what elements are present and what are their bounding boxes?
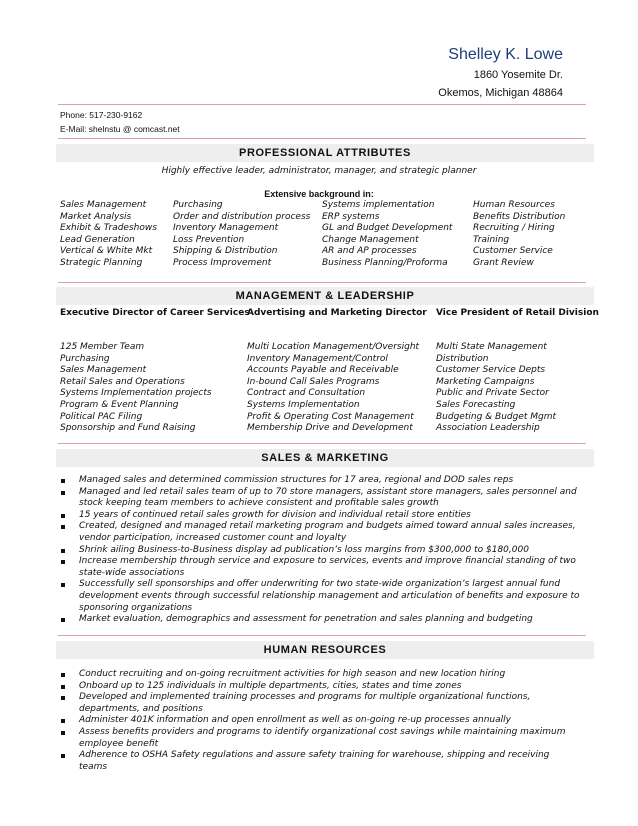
divider	[58, 138, 586, 139]
role-item: Distribution	[436, 353, 489, 364]
phone-line: Phone: 517-230-9162	[60, 110, 143, 120]
divider	[58, 104, 586, 105]
bullet-text: Increase membership through service and exposure to services, events and improve financial standing of two state-wide associations	[79, 556, 576, 578]
skill-item: Inventory Management	[173, 223, 279, 234]
role-item: Contract and Consultation	[247, 388, 366, 399]
skill-item: Lead Generation	[60, 234, 135, 245]
skills-column-1	[60, 200, 157, 270]
bullet-text: Adherence to OSHA Safety regulations and assure safety training for warehouse, shipping and receiving teams	[79, 750, 550, 772]
bullet-text: Administer 401K information and open enrollment as well as on-going re-up processes annually	[79, 715, 511, 726]
section-title-hr: HUMAN RESOURCES	[56, 641, 594, 659]
role-heading: Advertising and Marketing Director	[247, 308, 427, 318]
role-item: Association Leadership	[436, 423, 540, 434]
skill-item: Sales Management	[60, 200, 147, 210]
role-item: Systems Implementation	[247, 399, 360, 410]
skill-item: Shipping & Distribution	[173, 246, 278, 257]
role-item: Multi Location Management/Oversight	[247, 342, 420, 352]
divider	[58, 635, 586, 636]
bullet-square-icon	[61, 514, 65, 518]
role-heading: Vice President of Retail Division	[436, 308, 599, 318]
bullet-text: Managed sales and determined commission structures for 17 area, regional and DOD sales reps	[79, 475, 514, 485]
bullet-item	[60, 727, 580, 750]
role-item: Program & Event Planning	[60, 399, 179, 410]
bullet-square-icon	[61, 491, 65, 495]
role-item: Purchasing	[60, 353, 110, 364]
skill-item: Market Analysis	[60, 211, 132, 222]
skill-item: Purchasing	[173, 200, 223, 210]
bullet-square-icon	[61, 673, 65, 677]
bullet-item	[60, 545, 580, 557]
role-item: Accounts Payable and Receivable	[247, 365, 399, 376]
role-item: Marketing Campaigns	[436, 376, 535, 387]
bullet-item	[60, 475, 580, 487]
role-item: Multi State Management	[436, 342, 547, 352]
bullet-square-icon	[61, 479, 65, 483]
bullet-text: Created, designed and managed retail marketing program and budgets aimed toward annual sales increases, vendor participation, increased customer count and loyalty	[79, 521, 576, 543]
skill-item: Loss Prevention	[173, 234, 245, 245]
bullet-item	[60, 750, 580, 773]
role-heading: Executive Director of Career Services	[60, 308, 250, 318]
address-line-2: Okemos, Michigan 48864	[438, 87, 563, 99]
candidate-name: Shelley K. Lowe	[448, 46, 563, 63]
skill-item: AR and AP processes	[322, 246, 417, 257]
role-item: Sales Management	[60, 365, 147, 376]
skill-item: Grant Review	[473, 257, 534, 268]
bullet-text: Managed and led retail sales team of up to 70 store managers, assistant store managers, sales personnel and stock keeping team members to achieve consistent and profitable sales growth	[79, 486, 577, 509]
bullet-square-icon	[61, 719, 65, 723]
background-label: Extensive background in:	[264, 189, 374, 199]
divider	[58, 282, 586, 283]
skills-column-4	[473, 200, 565, 270]
role-item: 125 Member Team	[60, 342, 145, 352]
bullet-text: 15 years of continued retail sales growth for division and individual retail store entities	[79, 509, 471, 520]
skill-item: ERP systems	[322, 211, 380, 222]
bullet-text: Conduct recruiting and on-going recruitment activities for high season and new location hiring	[79, 669, 506, 679]
role-column-3	[436, 342, 556, 435]
role-item: Political PAC Filing	[60, 411, 143, 422]
skill-item: Order and distribution process	[173, 211, 311, 222]
skill-item: Benefits Distribution	[473, 211, 566, 222]
skill-item: Change Management	[322, 234, 419, 245]
email-line: E-Mail: shelnstu @ comcast.net	[60, 124, 180, 134]
skill-item: Human Resources	[473, 200, 555, 210]
role-column-2	[247, 342, 419, 435]
divider	[58, 443, 586, 444]
role-item: Profit & Operating Cost Management	[247, 411, 414, 422]
skill-item: Customer Service	[473, 246, 553, 257]
bullet-text: Assess benefits providers and programs to identify organizational cost savings while maintaining maximum employee benefit	[79, 726, 566, 749]
bullet-item	[60, 614, 580, 626]
role-item: Systems Implementation projects	[60, 388, 212, 399]
role-item: Customer Service Depts	[436, 365, 546, 376]
bullet-text: Onboard up to 125 individuals in multiple departments, cities, states and time zones	[79, 680, 462, 691]
role-item: Sponsorship and Fund Raising	[60, 423, 196, 434]
bullet-square-icon	[61, 583, 65, 587]
summary-text: Highly effective leader, administrator, manager, and strategic planner	[161, 166, 477, 176]
bullet-item	[60, 579, 580, 614]
section-title-management: MANAGEMENT & LEADERSHIP	[56, 287, 594, 305]
skills-column-2	[173, 200, 310, 270]
bullet-item	[60, 510, 580, 522]
bullet-text: Shrink ailing Business-to-Business display ad publication’s loss margins from $300,000 to $180,000	[79, 544, 529, 555]
skill-item: Strategic Planning	[60, 257, 143, 268]
role-item: Inventory Management/Control	[247, 353, 388, 364]
bullet-item	[60, 681, 580, 693]
role-item: Budgeting & Budget Mgmt	[436, 411, 557, 422]
bullet-square-icon	[61, 754, 65, 758]
bullet-square-icon	[61, 731, 65, 735]
skill-item: Vertical & White Mkt	[60, 246, 153, 257]
role-column-1	[60, 342, 212, 435]
role-item: Public and Private Sector	[436, 388, 549, 399]
skill-item: Recruiting / Hiring	[473, 223, 555, 234]
bullet-item	[60, 715, 580, 727]
bullet-text: Successfully sell sponsorships and offer underwriting for two state-wide organization’s largest annual fund development events through successful relationship management and articulation of benefits and exposure to sponsoring organizations	[79, 579, 580, 613]
bullet-item	[60, 692, 580, 715]
bullet-square-icon	[61, 685, 65, 689]
skill-item: Training	[473, 234, 510, 245]
bullet-square-icon	[61, 549, 65, 553]
bullet-square-icon	[61, 696, 65, 700]
role-item: Sales Forecasting	[436, 399, 516, 410]
hr-bullet-list	[60, 669, 580, 773]
bullet-item	[60, 487, 580, 510]
skills-column-3	[322, 200, 452, 270]
sales-bullet-list	[60, 475, 580, 626]
section-title-sales: SALES & MARKETING	[56, 449, 594, 467]
skill-item: Business Planning/Proforma	[322, 257, 448, 268]
role-item: In-bound Call Sales Programs	[247, 376, 380, 387]
skill-item: Process Improvement	[173, 257, 272, 268]
section-title-professional: PROFESSIONAL ATTRIBUTES	[56, 144, 594, 162]
bullet-square-icon	[61, 618, 65, 622]
address-line-1: 1860 Yosemite Dr.	[473, 69, 563, 81]
skill-item: Exhibit & Tradeshows	[60, 223, 157, 234]
bullet-item	[60, 669, 580, 681]
bullet-text: Market evaluation, demographics and assessment for penetration and sales planning and budgeting	[79, 614, 533, 625]
skill-item: GL and Budget Development	[322, 223, 453, 234]
bullet-square-icon	[61, 525, 65, 529]
role-item: Membership Drive and Development	[247, 423, 413, 434]
skill-item: Systems implementation	[322, 200, 435, 210]
bullet-item	[60, 556, 580, 579]
bullet-item	[60, 521, 580, 544]
bullet-square-icon	[61, 560, 65, 564]
bullet-text: Developed and implemented training processes and programs for multiple organizational functions, departments, and positions	[79, 692, 531, 714]
role-item: Retail Sales and Operations	[60, 376, 185, 387]
